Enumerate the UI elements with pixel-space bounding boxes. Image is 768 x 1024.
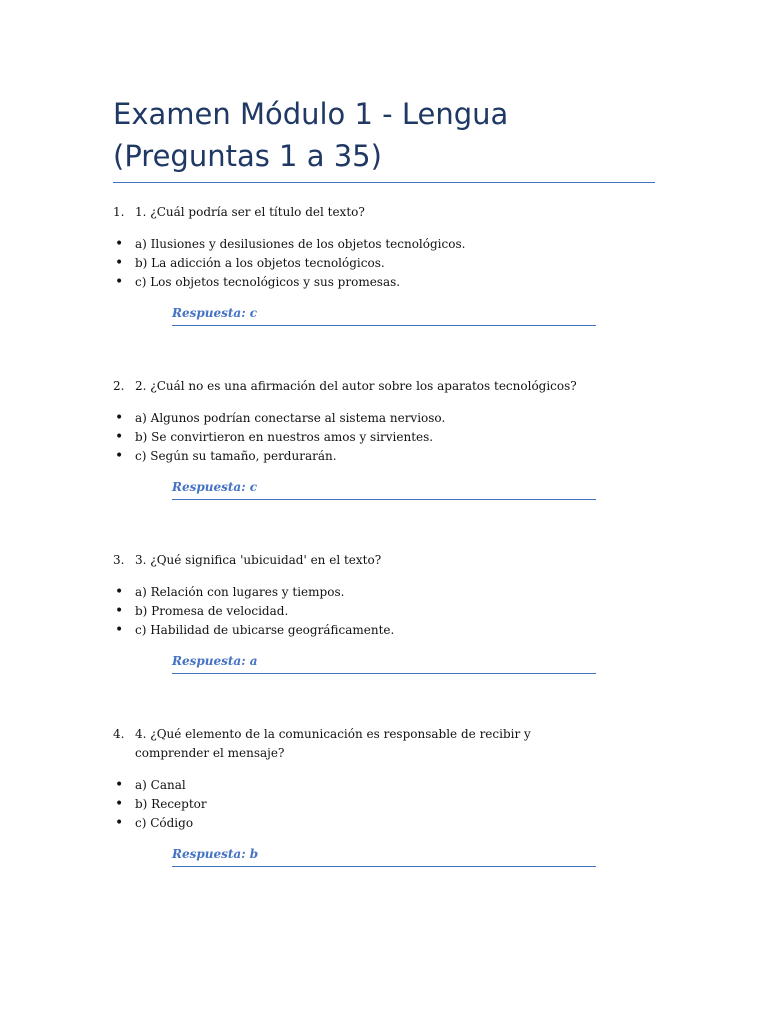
option-text: a) Algunos podrían conectarse al sistema nervioso. [135,411,446,425]
question-item [113,203,655,326]
bullet-icon: • [115,603,124,619]
answer-text: Respuesta: c [172,306,258,320]
option-text: a) Relación con lugares y tiempos. [135,585,345,599]
bullet-icon: • [115,448,124,464]
answer-text: Respuesta: a [172,654,258,668]
option-text: b) Promesa de velocidad. [135,604,289,618]
option-text: c) Código [135,816,194,830]
question-line [113,725,605,763]
question-line [113,551,605,570]
option-text: b) La adicción a los objetos tecnológicos. [135,256,385,270]
question-line [113,377,605,396]
question-number: 1. [113,205,125,219]
bullet-icon: • [115,274,124,290]
question-text: 3. ¿Qué significa 'ubicuidad' en el texto? [135,553,382,567]
option-item [113,795,655,814]
bullet-icon: • [115,622,124,638]
question-number: 3. [113,553,125,567]
option-item [113,235,655,254]
option-item [113,814,655,833]
answer-box [172,306,596,326]
option-item [113,409,655,428]
bullet-icon: • [115,255,124,271]
option-item [113,447,655,466]
question-text: 2. ¿Cuál no es una afirmación del autor sobre los aparatos tecnológicos? [135,379,577,393]
option-text: a) Ilusiones y desilusiones de los objetos tecnológicos. [135,237,466,251]
option-item [113,428,655,447]
options-list [113,235,655,292]
bullet-icon: • [115,584,124,600]
bullet-icon: • [115,796,124,812]
option-text: c) Según su tamaño, perdurarán. [135,449,337,463]
option-text: b) Se convirtieron en nuestros amos y sirvientes. [135,430,434,444]
option-item [113,602,655,621]
question-number: 4. [113,727,125,741]
options-list [113,583,655,640]
question-line [113,203,605,222]
option-text: c) Los objetos tecnológicos y sus promesas. [135,275,401,289]
question-item [113,725,655,867]
bullet-icon: • [115,429,124,445]
question-text: 1. ¿Cuál podría ser el título del texto? [135,205,365,219]
bullet-icon: • [115,236,124,252]
answer-text: Respuesta: c [172,480,258,494]
option-text: b) Receptor [135,797,207,811]
question-item [113,551,655,674]
option-item [113,273,655,292]
options-list [113,776,655,833]
question-item [113,377,655,500]
option-item [113,583,655,602]
option-item [113,254,655,273]
question-number: 2. [113,379,125,393]
option-text: c) Habilidad de ubicarse geográficamente. [135,623,395,637]
bullet-icon: • [115,815,124,831]
options-list [113,409,655,466]
page-title: Examen Módulo 1 - Lengua (Preguntas 1 a 35) [113,0,655,183]
bullet-icon: • [115,777,124,793]
option-text: a) Canal [135,778,186,792]
answer-box [172,480,596,500]
question-text: 4. ¿Qué elemento de la comunicación es responsable de recibir y comprender el mensaje? [135,727,531,760]
answer-text: Respuesta: b [172,847,259,861]
answer-box [172,654,596,674]
bullet-icon: • [115,410,124,426]
answer-box [172,847,596,867]
option-item [113,776,655,795]
option-item [113,621,655,640]
